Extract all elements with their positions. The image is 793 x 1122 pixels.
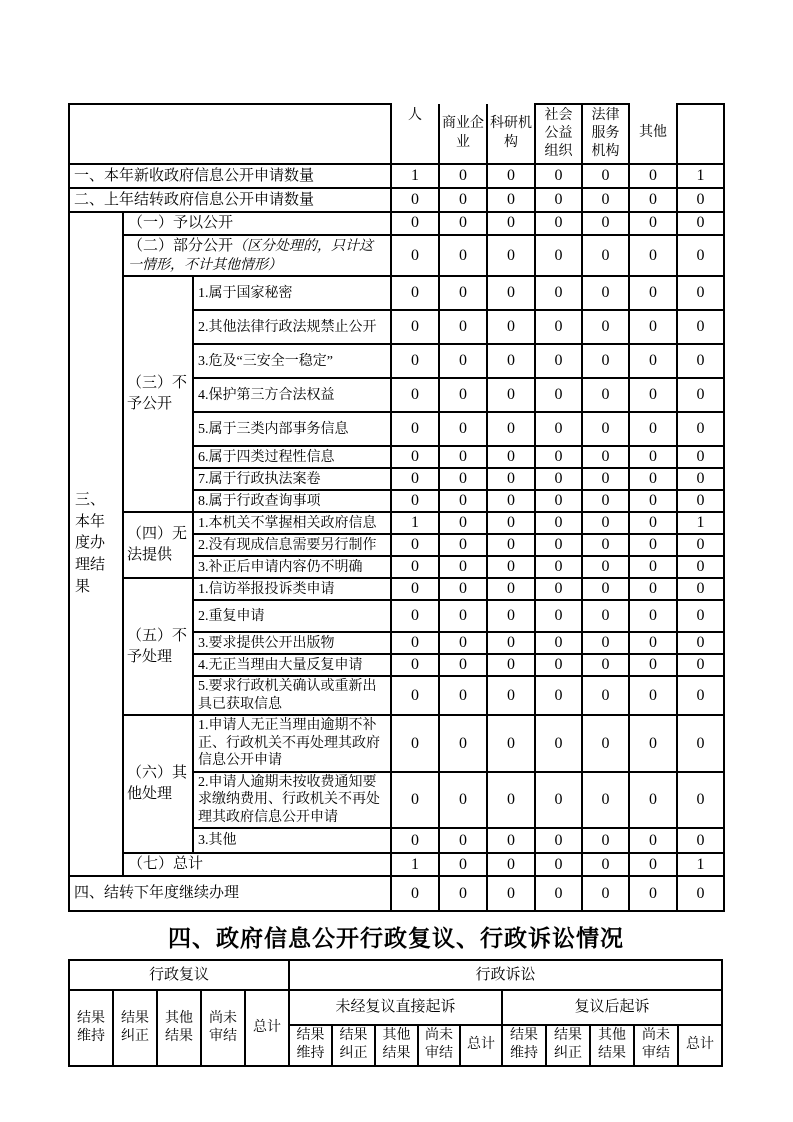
row-label: 1.申请人无正当理由逾期不补正、行政机关不再处理其政府信息公开申请: [193, 715, 391, 772]
value-cell: 0: [487, 276, 535, 310]
value-cell: 0: [677, 556, 724, 578]
value-cell: 0: [391, 632, 439, 654]
table-header-row: [69, 960, 722, 990]
value-cell: 0: [391, 235, 439, 277]
value-cell: 0: [677, 490, 724, 512]
value-cell: 0: [582, 876, 629, 911]
value-cell: 1: [391, 853, 439, 876]
value-cell: 0: [677, 212, 724, 235]
value-cell: 0: [391, 715, 439, 772]
t1-header-public-welfare: 社会公益组织: [535, 104, 582, 164]
value-cell: 0: [677, 310, 724, 344]
value-cell: 0: [535, 512, 582, 534]
t2-afterreview-outcome-total: 总计: [678, 1025, 722, 1065]
value-cell: 0: [391, 276, 439, 310]
value-cell: 0: [677, 772, 724, 829]
value-cell: 0: [582, 512, 629, 534]
value-cell: 0: [582, 412, 629, 446]
value-cell: 0: [439, 534, 487, 556]
value-cell: 0: [391, 676, 439, 715]
value-cell: 1: [677, 164, 724, 188]
value-cell: 0: [535, 164, 582, 188]
table-header-row: [69, 104, 724, 164]
value-cell: 0: [677, 446, 724, 468]
table-row: [69, 715, 724, 772]
value-cell: 0: [391, 188, 439, 212]
value-cell: 0: [487, 188, 535, 212]
t1-header-total: [677, 104, 724, 164]
row-label: 3.补正后申请内容仍不明确: [193, 556, 391, 578]
value-cell: 0: [535, 188, 582, 212]
t1-corner-cell: [69, 104, 391, 164]
row-label: 二、上年结转政府信息公开申请数量: [69, 188, 391, 212]
value-cell: 0: [535, 212, 582, 235]
value-cell: 0: [487, 772, 535, 829]
value-cell: 0: [535, 276, 582, 310]
value-cell: 0: [677, 876, 724, 911]
value-cell: 0: [582, 772, 629, 829]
value-cell: 0: [487, 828, 535, 853]
value-cell: 0: [629, 446, 677, 468]
value-cell: 0: [439, 654, 487, 676]
value-cell: 0: [487, 654, 535, 676]
value-cell: 0: [629, 412, 677, 446]
value-cell: 0: [629, 676, 677, 715]
value-cell: 0: [391, 446, 439, 468]
value-cell: 0: [439, 715, 487, 772]
value-cell: 0: [677, 578, 724, 600]
group-label: （三）不予公开: [123, 276, 193, 512]
t2-review-outcome-corrected: 结果纠正: [113, 990, 157, 1065]
value-cell: 0: [487, 378, 535, 412]
value-cell: 0: [535, 378, 582, 412]
row-label: 5.要求行政机关确认或重新出具已获取信息: [193, 676, 391, 715]
t2-litigation-header: 行政诉讼: [289, 960, 722, 990]
value-cell: 0: [487, 235, 535, 277]
value-cell: 0: [439, 853, 487, 876]
value-cell: 0: [629, 344, 677, 378]
value-cell: 0: [629, 534, 677, 556]
value-cell: 0: [391, 772, 439, 829]
value-cell: 0: [439, 446, 487, 468]
t1-header-commercial: 商业企业: [439, 104, 487, 164]
value-cell: 0: [487, 600, 535, 632]
value-cell: 0: [391, 578, 439, 600]
value-cell: 0: [391, 556, 439, 578]
table-header-row: [69, 990, 722, 1025]
value-cell: 0: [535, 654, 582, 676]
row-label: （一）予以公开: [123, 212, 391, 235]
table-row: [69, 276, 724, 310]
row-label: （七）总计: [123, 853, 391, 876]
value-cell: 0: [439, 490, 487, 512]
value-cell: 0: [629, 512, 677, 534]
value-cell: 0: [677, 600, 724, 632]
applications-table: [68, 103, 725, 912]
value-cell: 0: [629, 632, 677, 654]
value-cell: 0: [439, 676, 487, 715]
table-row: [69, 164, 724, 188]
value-cell: 0: [535, 310, 582, 344]
section-label: 三、本年度办理结果: [69, 212, 123, 876]
value-cell: 0: [582, 828, 629, 853]
value-cell: 0: [535, 853, 582, 876]
value-cell: 0: [677, 188, 724, 212]
value-cell: 0: [677, 676, 724, 715]
value-cell: 0: [439, 310, 487, 344]
t2-afterreview-outcome-corrected: 结果纠正: [546, 1025, 590, 1065]
row-label: 一、本年新收政府信息公开申请数量: [69, 164, 391, 188]
value-cell: 0: [582, 632, 629, 654]
value-cell: 0: [439, 556, 487, 578]
value-cell: 0: [391, 344, 439, 378]
value-cell: 0: [535, 632, 582, 654]
t1-header-person: 人: [391, 104, 439, 164]
value-cell: 0: [439, 772, 487, 829]
value-cell: 0: [535, 715, 582, 772]
row-label: 3.其他: [193, 828, 391, 853]
value-cell: 0: [629, 378, 677, 412]
value-cell: 0: [535, 828, 582, 853]
value-cell: 0: [629, 164, 677, 188]
value-cell: 0: [487, 853, 535, 876]
table-row: [69, 235, 724, 277]
t1-header-research: 科研机构: [487, 104, 535, 164]
value-cell: 0: [487, 676, 535, 715]
value-cell: 0: [391, 468, 439, 490]
group-label: （六）其他处理: [123, 715, 193, 853]
value-cell: 0: [487, 212, 535, 235]
value-cell: 0: [629, 188, 677, 212]
row-label: 2.没有现成信息需要另行制作: [193, 534, 391, 556]
value-cell: 0: [677, 344, 724, 378]
value-cell: 0: [582, 310, 629, 344]
value-cell: 0: [677, 828, 724, 853]
value-cell: 0: [677, 276, 724, 310]
t2-direct-outcome-upheld: 结果维持: [289, 1025, 332, 1065]
table-row: [69, 512, 724, 534]
value-cell: 0: [487, 715, 535, 772]
value-cell: 0: [582, 188, 629, 212]
value-cell: 0: [487, 632, 535, 654]
row-label: [123, 235, 391, 277]
value-cell: 0: [487, 556, 535, 578]
value-cell: 0: [391, 212, 439, 235]
row-label: 四、结转下年度继续办理: [69, 876, 391, 911]
value-cell: 0: [582, 654, 629, 676]
t1-header-other: 其他: [629, 104, 677, 164]
value-cell: 0: [487, 412, 535, 446]
row-label: 2.重复申请: [193, 600, 391, 632]
t2-direct-suit-header: 未经复议直接起诉: [289, 990, 502, 1025]
value-cell: 0: [391, 654, 439, 676]
value-cell: 0: [439, 412, 487, 446]
table-row: [69, 188, 724, 212]
value-cell: 0: [535, 534, 582, 556]
value-cell: 0: [391, 412, 439, 446]
value-cell: 0: [629, 876, 677, 911]
table-row: [69, 853, 724, 876]
row-label: 3.要求提供公开出版物: [193, 632, 391, 654]
value-cell: 0: [535, 412, 582, 446]
table-row: [69, 876, 724, 911]
value-cell: 0: [439, 512, 487, 534]
value-cell: 0: [582, 446, 629, 468]
value-cell: 0: [582, 468, 629, 490]
value-cell: 0: [629, 212, 677, 235]
value-cell: 0: [629, 654, 677, 676]
value-cell: 0: [629, 828, 677, 853]
value-cell: 0: [391, 876, 439, 911]
value-cell: 0: [391, 828, 439, 853]
value-cell: 0: [629, 556, 677, 578]
value-cell: 0: [629, 853, 677, 876]
value-cell: 1: [391, 164, 439, 188]
t2-after-review-suit-header: 复议后起诉: [502, 990, 722, 1025]
value-cell: 0: [439, 468, 487, 490]
t2-afterreview-outcome-upheld: 结果维持: [502, 1025, 546, 1065]
value-cell: 0: [535, 235, 582, 277]
row-label: 4.保护第三方合法权益: [193, 378, 391, 412]
value-cell: 0: [535, 578, 582, 600]
value-cell: 0: [629, 235, 677, 277]
value-cell: 0: [391, 310, 439, 344]
value-cell: 1: [677, 853, 724, 876]
value-cell: 0: [439, 828, 487, 853]
t2-direct-outcome-other: 其他结果: [375, 1025, 418, 1065]
row-label-main: （二）部分公开: [128, 237, 234, 254]
value-cell: 0: [677, 468, 724, 490]
table-row: [69, 212, 724, 235]
value-cell: 1: [677, 512, 724, 534]
value-cell: 0: [391, 534, 439, 556]
value-cell: 0: [582, 235, 629, 277]
value-cell: 0: [487, 534, 535, 556]
row-label: 1.信访举报投诉类申请: [193, 578, 391, 600]
value-cell: 0: [487, 578, 535, 600]
value-cell: 0: [439, 578, 487, 600]
value-cell: 0: [535, 772, 582, 829]
value-cell: 0: [439, 188, 487, 212]
row-label: 5.属于三类内部事务信息: [193, 412, 391, 446]
t2-afterreview-outcome-pending: 尚未审结: [634, 1025, 678, 1065]
row-label: 4.无正当理由大量反复申请: [193, 654, 391, 676]
value-cell: 0: [582, 212, 629, 235]
value-cell: 0: [629, 276, 677, 310]
t2-review-outcome-other: 其他结果: [157, 990, 201, 1065]
value-cell: 1: [391, 512, 439, 534]
value-cell: 0: [391, 490, 439, 512]
value-cell: 0: [439, 378, 487, 412]
group-label: （五）不予处理: [123, 578, 193, 715]
value-cell: 0: [439, 276, 487, 310]
row-label: 2.其他法律行政法规禁止公开: [193, 310, 391, 344]
value-cell: 0: [439, 600, 487, 632]
value-cell: 0: [582, 164, 629, 188]
value-cell: 0: [582, 534, 629, 556]
t2-afterreview-outcome-other: 其他结果: [590, 1025, 634, 1065]
value-cell: 0: [629, 490, 677, 512]
row-label: 2.申请人逾期未按收费通知要求缴纳费用、行政机关不再处理其政府信息公开申请: [193, 772, 391, 829]
value-cell: 0: [487, 344, 535, 378]
section4-title: 四、政府信息公开行政复议、行政诉讼情况: [168, 925, 624, 952]
value-cell: 0: [487, 310, 535, 344]
value-cell: 0: [439, 344, 487, 378]
value-cell: 0: [582, 853, 629, 876]
value-cell: 0: [677, 378, 724, 412]
row-label: 3.危及“三安全一稳定”: [193, 344, 391, 378]
value-cell: 0: [677, 235, 724, 277]
value-cell: 0: [487, 164, 535, 188]
value-cell: 0: [535, 446, 582, 468]
value-cell: 0: [677, 715, 724, 772]
row-label-note: （区分处理的，只计这一情形，不计其他情形）: [128, 238, 374, 273]
value-cell: 0: [487, 876, 535, 911]
value-cell: 0: [535, 600, 582, 632]
t2-direct-outcome-pending: 尚未审结: [418, 1025, 460, 1065]
value-cell: 0: [535, 344, 582, 378]
table-row: [69, 578, 724, 600]
value-cell: 0: [582, 378, 629, 412]
t2-direct-outcome-corrected: 结果纠正: [332, 1025, 375, 1065]
value-cell: 0: [582, 715, 629, 772]
value-cell: 0: [439, 876, 487, 911]
value-cell: 0: [487, 490, 535, 512]
t1-header-legal-service: 法律服务机构: [582, 104, 629, 164]
t2-review-outcome-pending: 尚未审结: [201, 990, 245, 1065]
value-cell: 0: [629, 715, 677, 772]
group-label: （四）无法提供: [123, 512, 193, 578]
t2-direct-outcome-total: 总计: [460, 1025, 502, 1065]
value-cell: 0: [677, 632, 724, 654]
value-cell: 0: [629, 578, 677, 600]
value-cell: 0: [487, 512, 535, 534]
value-cell: 0: [582, 556, 629, 578]
value-cell: 0: [535, 676, 582, 715]
row-label: 1.本机关不掌握相关政府信息: [193, 512, 391, 534]
value-cell: 0: [391, 378, 439, 412]
value-cell: 0: [439, 212, 487, 235]
value-cell: 0: [629, 772, 677, 829]
value-cell: 0: [535, 468, 582, 490]
row-label: 6.属于四类过程性信息: [193, 446, 391, 468]
value-cell: 0: [582, 578, 629, 600]
value-cell: 0: [582, 276, 629, 310]
t2-review-outcome-total: 总计: [245, 990, 289, 1065]
review-litigation-table: [68, 959, 723, 1066]
row-label: 8.属于行政查询事项: [193, 490, 391, 512]
row-label: 7.属于行政执法案卷: [193, 468, 391, 490]
value-cell: 0: [535, 490, 582, 512]
value-cell: 0: [487, 468, 535, 490]
value-cell: 0: [535, 876, 582, 911]
value-cell: 0: [629, 310, 677, 344]
t2-review-outcome-upheld: 结果维持: [69, 990, 113, 1065]
value-cell: 0: [439, 164, 487, 188]
row-label: 1.属于国家秘密: [193, 276, 391, 310]
value-cell: 0: [439, 235, 487, 277]
value-cell: 0: [535, 556, 582, 578]
value-cell: 0: [677, 412, 724, 446]
value-cell: 0: [391, 600, 439, 632]
value-cell: 0: [677, 654, 724, 676]
t2-review-header: 行政复议: [69, 960, 289, 990]
value-cell: 0: [439, 632, 487, 654]
value-cell: 0: [582, 676, 629, 715]
value-cell: 0: [629, 468, 677, 490]
value-cell: 0: [582, 490, 629, 512]
value-cell: 0: [629, 600, 677, 632]
value-cell: 0: [487, 446, 535, 468]
value-cell: 0: [677, 534, 724, 556]
value-cell: 0: [582, 344, 629, 378]
value-cell: 0: [582, 600, 629, 632]
